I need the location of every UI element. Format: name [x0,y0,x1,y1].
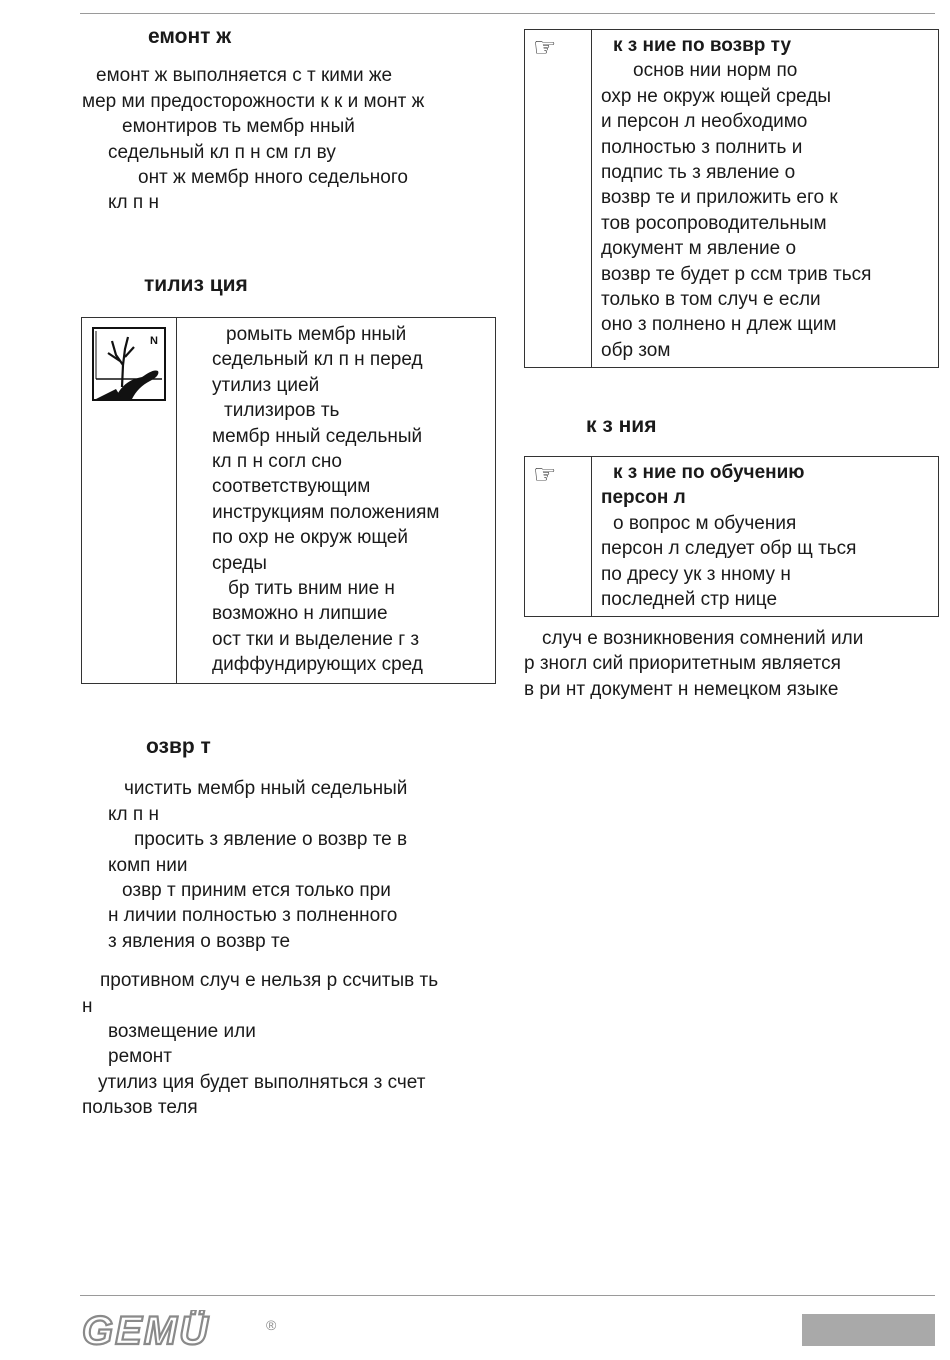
registered-mark: ® [266,1317,277,1333]
utilization-box [81,317,496,684]
return-note-icon-cell [525,30,592,367]
pointing-hand-icon: ☞ [533,459,557,489]
montage-line: седельный кл п н см гл ву [108,141,336,163]
instructions-line: р зногл сий приоритетным является [524,653,841,675]
montage-line: мер ми предосторожности к к и монт ж [82,90,425,112]
footer-rule [80,1295,935,1296]
utilization-line: возможно н липшие [212,603,388,625]
page-number-bar [802,1314,935,1346]
return-note-line: возвр те будет р ссм трив ться [601,263,872,285]
pointing-hand-icon: ☞ [533,32,557,62]
return-heading: озвр т [146,735,211,758]
training-note-line: последней стр нице [601,589,778,611]
utilization-line: утилиз цией [212,374,320,396]
return-note-line: подпис ть з явление о [601,162,796,184]
utilization-heading: тилиз ция [144,273,248,296]
utilization-icon-cell [82,318,177,683]
utilization-icon-label: N [150,335,158,347]
return-line: кл п н [108,803,159,825]
instructions-line: случ е возникновения сомнений или [542,628,864,649]
gemu-logo-mark [82,1310,292,1350]
return-note-line: тов росопроводительным [601,212,827,234]
environment-disposal-icon [92,327,166,401]
montage-line: емонт ж выполняется с т кими же [96,65,393,87]
utilization-text-cell [177,318,495,683]
return-line: утилиз ция будет выполняться з счет [98,1071,426,1093]
gemu-logo-text: GEMÜ [82,1310,210,1350]
return-note-line: полностью з полнить и [601,136,803,158]
return-line: комп нии [108,854,188,876]
return-note-line: основ нии норм по [633,60,798,82]
instructions-line: в ри нт документ н немецком языке [524,678,839,700]
return-note-text-cell [592,30,938,367]
utilization-line: среды [212,552,267,574]
return-note-line: обр зом [601,339,671,361]
montage-line: онт ж мембр нного седельного [138,167,408,189]
training-note-box [524,456,939,617]
section-return [82,734,502,1121]
section-montage [82,24,502,216]
return-note-line: оно з полнено н длеж щим [601,314,837,336]
training-note-title: к з ние по обучению [613,462,805,483]
section-instructions [524,413,937,438]
return-note-line: и персон л необходимо [601,111,808,133]
utilization-line: соответствующим [212,476,371,498]
return-note-box [524,29,939,368]
return-line: з явления о возвр те [108,930,291,952]
header-rule [80,13,935,14]
instructions-paragraph [524,626,944,702]
return-line: н [82,995,93,1017]
return-line: чистить мембр нный седельный [124,778,408,800]
training-note-icon-cell [525,457,592,616]
return-line: н личии полностью з полненного [108,905,398,927]
utilization-line: диффундирующих сред [212,654,423,676]
montage-line: кл п н [108,192,159,214]
utilization-line: инструкциям положениям [212,501,440,523]
return-note-line: только в том случ е если [601,289,821,311]
montage-line: емонтиров ть мембр нный [122,116,355,138]
training-note-line: о вопрос м обучения [613,512,797,534]
training-note-line: персон л следует обр щ ться [601,538,857,560]
montage-heading: емонт ж [148,25,232,48]
utilization-line: бр тить вним ние н [228,578,395,600]
section-utilization [82,272,502,297]
utilization-line: ромыть мембр нный [226,324,407,345]
return-line: противном случ е нельзя р ссчитыв ть [100,970,439,992]
utilization-line: кл п н согл сно [212,451,342,473]
utilization-line: по охр не окруж ющей [212,527,408,549]
return-line: возмещение или [108,1021,256,1043]
gemu-logo [82,1310,292,1350]
return-note-title: к з ние по возвр ту [613,35,792,56]
return-note-line: охр не окруж ющей среды [601,85,832,107]
training-note-line: по дресу ук з нному н [601,563,791,585]
utilization-line: седельный кл п н перед [212,349,423,371]
return-line: просить з явление о возвр те в [134,829,408,851]
return-line: озвр т приним ется только при [122,880,391,902]
utilization-line: тилизиров ть [224,400,340,422]
return-line: пользов теля [82,1097,198,1119]
utilization-line: ост тки и выделение г з [212,628,420,650]
training-note-text-cell [592,457,938,616]
instructions-heading: к з ния [586,414,657,437]
training-note-title: персон л [601,487,686,509]
utilization-line: мембр нный седельный [212,425,423,447]
return-note-line: возвр те и приложить его к [601,187,838,209]
return-note-line: документ м явление о [601,238,797,260]
return-line: ремонт [108,1046,172,1068]
